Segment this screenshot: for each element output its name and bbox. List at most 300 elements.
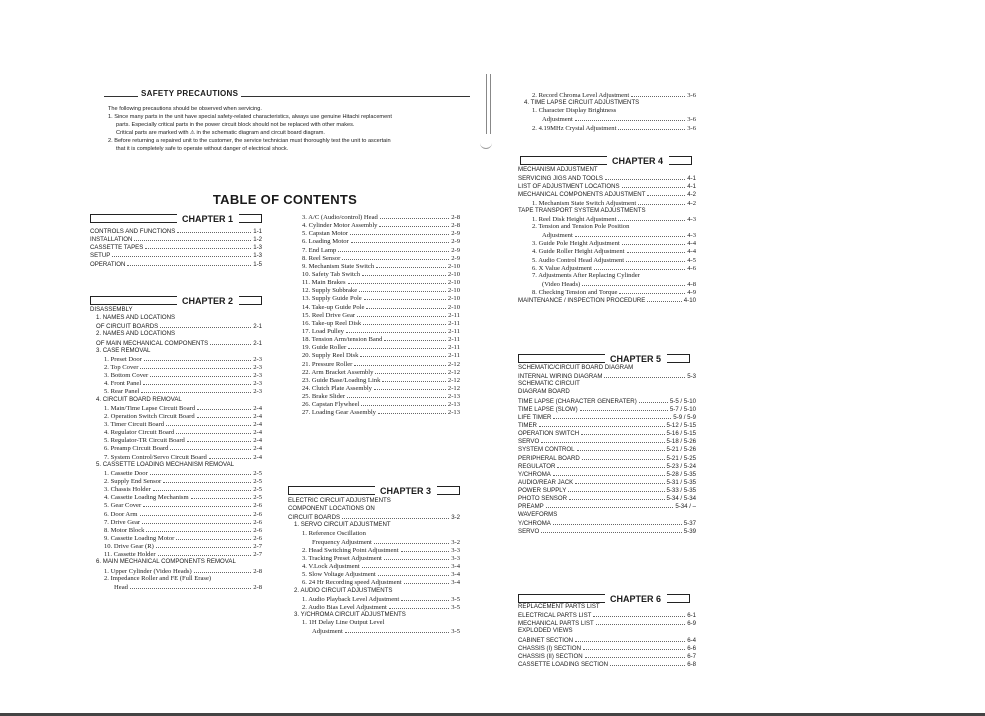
toc-entry-title: 4. Front Panel <box>104 380 142 388</box>
toc-entry <box>90 436 262 444</box>
chapter-bar <box>90 296 177 305</box>
toc-entry-page: 2-12 <box>447 368 460 376</box>
toc-entry <box>90 243 262 251</box>
toc-entry-title: 2. NAMES AND LOCATIONS <box>96 330 176 338</box>
toc-entry-page: 3-2 <box>451 514 460 522</box>
toc-entry-title: 19. Guide Roller <box>302 344 347 352</box>
dot-leader <box>143 379 251 385</box>
toc-entry <box>90 260 262 268</box>
dot-leader <box>363 319 446 325</box>
toc-entry-title: DIAGRAM BOARD <box>518 388 570 396</box>
toc-entry <box>288 570 460 578</box>
dot-leader <box>635 364 694 369</box>
toc-entry <box>288 351 460 359</box>
toc-entry-title: CHASSIS (I) SECTION <box>518 644 581 652</box>
toc-entry-page: 4-4 <box>687 248 696 256</box>
toc-entry-title: 5. Regulator-TR Circuit Board <box>104 437 185 445</box>
dot-leader <box>618 124 685 130</box>
dot-leader <box>135 306 260 311</box>
dot-leader <box>338 246 449 252</box>
dot-leader <box>350 229 449 235</box>
toc-entry-title: 7. System Control/Servo Circuit Board <box>104 453 207 461</box>
toc-entry <box>288 221 460 229</box>
toc-entry-title: SERVO <box>518 527 540 535</box>
toc-entry <box>90 575 262 583</box>
toc-entry <box>288 530 460 538</box>
toc-entry-title: 26. Capstan Flywheel <box>302 401 360 409</box>
toc-entry-title: 18. Tension Arm/tension Band <box>302 336 383 344</box>
toc-entry-title: 25. Brake Slider <box>302 393 346 401</box>
toc-entry-title: WAVEFORMS <box>518 510 558 518</box>
toc-entry-title: 4. Cassette Loading Mechanism <box>104 494 189 502</box>
toc-entry-title: PHOTO SENSOR <box>518 495 567 503</box>
dot-leader <box>375 368 445 374</box>
dot-leader <box>559 511 694 516</box>
toc-entry <box>518 388 696 396</box>
toc-entry-title: 10. Safety Tab Switch <box>302 270 361 278</box>
toc-entry <box>90 322 262 330</box>
toc-entry <box>90 379 262 387</box>
toc-entry <box>518 478 696 486</box>
dot-leader <box>141 387 251 393</box>
toc-entry <box>288 286 460 294</box>
toc-entry-page: 2-11 <box>448 319 460 327</box>
toc-entry <box>288 237 460 245</box>
safety-item-1-critical: Critical parts are marked with ⚠ in the schematic diagram and circuit board diagram. <box>116 130 325 136</box>
toc-chapter-3-entries-cont <box>518 91 696 132</box>
toc-entry-title: REPLACEMENT PARTS LIST <box>518 603 600 610</box>
toc-entry <box>90 501 262 509</box>
dot-leader <box>622 239 685 245</box>
toc-entry-title: 21. Pressure Roller <box>302 360 353 368</box>
dot-leader <box>401 546 450 552</box>
toc-entry-page: 2-10 <box>447 262 460 270</box>
dot-leader <box>622 182 686 188</box>
toc-entry-page: 3-4 <box>451 563 460 571</box>
toc-entry-page: 2-13 <box>447 409 460 417</box>
toc-entry-title: LIFE TIMER <box>518 413 552 421</box>
toc-entry-title: 7. Adjustments After Replacing Cylinder <box>532 271 640 279</box>
dot-leader <box>393 497 458 502</box>
safety-intro: The following precautions should be observed when servicing. <box>108 106 262 112</box>
toc-entry <box>90 420 262 428</box>
toc-entry <box>90 493 262 501</box>
toc-entry-page: 3-2 <box>451 538 460 546</box>
dot-leader <box>134 235 251 241</box>
safety-item-1-cont: parts. Especially critical parts in the power circuit block should not be replaced with other makes. <box>116 122 355 128</box>
dot-leader <box>575 636 685 642</box>
toc-entry-title: 20. Supply Reel Disk <box>302 352 359 360</box>
toc-entry <box>90 347 262 355</box>
toc-entry-title: TIME LAPSE (SLOW) <box>518 405 578 413</box>
toc-chapter-5-entries <box>518 364 696 535</box>
toc-entry-page: 2-12 <box>447 384 460 392</box>
toc-entry <box>288 254 460 262</box>
chapter-label: CHAPTER 3 <box>380 486 432 496</box>
dot-leader <box>177 227 251 233</box>
toc-entry-title: OPERATION <box>90 260 126 268</box>
toc-entry <box>518 247 696 255</box>
toc-entry-page: 4-2 <box>687 191 696 199</box>
toc-entry-title: 6. 24 Hr Recording speed Adjustment <box>302 579 402 587</box>
dot-leader <box>348 343 446 349</box>
toc-entry-page: 4-3 <box>687 232 696 240</box>
toc-entry-page: 2-3 <box>253 380 262 388</box>
toc-entry <box>288 505 460 513</box>
toc-entry-title: 5. Audio Control Head Adjustment <box>532 256 625 264</box>
toc-entry-title: SCHEMATIC CIRCUIT <box>518 380 580 388</box>
dot-leader <box>166 420 251 426</box>
toc-entry-title: Y/CHROMA <box>518 519 551 527</box>
dot-leader <box>176 428 251 434</box>
dot-leader <box>362 562 450 568</box>
toc-entry-title: 1. 1H Delay Line Output Level <box>302 619 385 627</box>
dot-leader <box>389 603 449 609</box>
toc-entry-page: 2-7 <box>253 543 262 551</box>
toc-entry <box>518 91 696 99</box>
dot-leader <box>541 527 682 533</box>
toc-entry <box>288 392 460 400</box>
dot-leader <box>127 260 251 266</box>
toc-entry <box>288 595 460 603</box>
dot-leader <box>357 311 446 317</box>
toc-entry-title: MECHANISM ADJUSTMENT <box>518 166 598 173</box>
toc-entry <box>90 558 262 566</box>
toc-entry-page: 2-8 <box>451 222 460 230</box>
dot-leader <box>404 578 450 584</box>
toc-entry <box>518 660 696 668</box>
toc-entry-title: 9. Mechanism State Switch <box>302 262 375 270</box>
toc-entry-page: 5-18 / 5-26 <box>666 438 696 446</box>
chapter-5-heading <box>518 348 690 364</box>
dot-leader <box>581 429 664 435</box>
dot-leader <box>130 583 251 589</box>
toc-entry-title: 5. Gear Cover <box>104 502 142 510</box>
dot-leader <box>361 400 446 406</box>
toc-entry-title: 3. Guide Pole Height Adjustment <box>532 240 620 248</box>
toc-entry-page: 2-6 <box>253 526 262 534</box>
toc-entry <box>518 502 696 510</box>
toc-entry-title: SYSTEM CONTROL <box>518 446 575 454</box>
toc-entry-title: SCHEMATIC/CIRCUIT BOARD DIAGRAM <box>518 364 634 371</box>
dot-leader <box>374 384 446 390</box>
dot-leader <box>604 372 685 378</box>
dot-leader <box>639 397 668 403</box>
toc-entry <box>518 437 696 445</box>
dot-leader <box>144 355 251 361</box>
toc-entry-page: 2-5 <box>253 469 262 477</box>
toc-entry-page: 3-6 <box>687 124 696 132</box>
chapter-2-heading <box>90 290 262 306</box>
toc-entry <box>288 319 460 327</box>
dot-leader <box>539 421 665 427</box>
chapter-bar <box>288 486 375 495</box>
toc-entry-page: 6-6 <box>687 644 696 652</box>
dot-leader <box>626 256 685 262</box>
toc-entry-title: PERIPHERAL BOARD <box>518 454 580 462</box>
toc-entry <box>288 603 460 611</box>
dot-leader <box>177 330 260 335</box>
toc-entry-title: REGULATOR <box>518 462 556 470</box>
toc-entry-page: 1-3 <box>253 252 262 260</box>
toc-entry <box>518 272 696 280</box>
toc-entry-title: 4. Cylinder Motor Assembly <box>302 222 378 230</box>
toc-entry-page: 2-4 <box>253 420 262 428</box>
toc-entry-page: 5-16 / 5-15 <box>666 430 696 438</box>
toc-entry <box>518 231 696 239</box>
toc-entry-page: 2-12 <box>447 360 460 368</box>
toc-entry <box>288 376 460 384</box>
toc-entry-title: 6. Loading Motor <box>302 238 349 246</box>
toc-entry-title: 3. Bottom Cover <box>104 372 149 380</box>
toc-entry-title: 2. Audio Bias Level Adjustment <box>302 603 387 611</box>
toc-entry-page: 2-6 <box>253 502 262 510</box>
dot-leader <box>112 251 251 257</box>
toc-entry-page: 5-3 <box>687 373 696 381</box>
dot-leader <box>580 405 668 411</box>
toc-entry <box>518 652 696 660</box>
dot-leader <box>647 190 685 196</box>
toc-entry <box>90 355 262 363</box>
dot-leader <box>386 619 458 624</box>
toc-entry-title: 23. Guide Base/Loading Link <box>302 376 381 384</box>
toc-entry-page: 2-6 <box>253 518 262 526</box>
toc-entry-title: AUDIO/REAR JACK <box>518 478 574 486</box>
dot-leader <box>348 278 446 284</box>
toc-entry-title: 5. CASSETTE LOADING MECHANISM REMOVAL <box>96 460 235 468</box>
toc-entry-title: POWER SUPPLY <box>518 487 567 495</box>
toc-entry <box>288 229 460 237</box>
toc-entry-title: 4. CIRCUIT BOARD REMOVAL <box>96 395 182 403</box>
toc-entry-title: DISASSEMBLY <box>90 306 133 313</box>
toc-entry <box>90 330 262 338</box>
toc-entry-page: 2-13 <box>447 401 460 409</box>
toc-entry-title: 2. Top Cover <box>104 363 139 371</box>
toc-entry-title: 3. Tracking Preset Adjustment <box>302 554 382 562</box>
toc-entry-page: 5-23 / 5-24 <box>666 462 696 470</box>
toc-entry-title: SERVO <box>518 438 540 446</box>
toc-entry-title: ELECTRIC CIRCUIT ADJUSTMENTS <box>288 497 391 504</box>
toc-entry <box>518 627 696 635</box>
dot-leader <box>408 611 458 616</box>
dot-leader <box>593 611 685 617</box>
safety-title: SAFETY PRECAUTIONS <box>138 90 241 98</box>
toc-entry <box>518 486 696 494</box>
toc-entry-title: 2. Head Switching Point Adjustment <box>302 546 399 554</box>
toc-entry-title: 5. Capstan Motor <box>302 230 348 238</box>
dot-leader <box>647 296 681 302</box>
chapter-label: CHAPTER 6 <box>610 594 662 604</box>
toc-entry <box>518 445 696 453</box>
toc-entry-page: 3-5 <box>451 603 460 611</box>
toc-entry-title: LIST OF ADJUSTMENT LOCATIONS <box>518 183 620 191</box>
dot-leader <box>582 280 685 286</box>
toc-entry <box>518 413 696 421</box>
toc-entry <box>518 636 696 644</box>
toc-entry-page: 1-2 <box>253 236 262 244</box>
toc-entry <box>518 511 696 519</box>
toc-entry-title: Adjustment <box>542 116 573 124</box>
toc-entry <box>288 619 460 627</box>
toc-entry-page: 4-5 <box>687 256 696 264</box>
toc-entry <box>288 408 460 416</box>
dot-leader <box>140 510 252 516</box>
toc-entry-page: 2-3 <box>253 388 262 396</box>
toc-entry <box>288 611 460 619</box>
toc-entry-page: 2-11 <box>448 352 460 360</box>
toc-entry-page: 2-1 <box>253 323 262 331</box>
toc-entry <box>518 239 696 247</box>
dot-leader <box>583 644 685 650</box>
dot-leader <box>346 327 446 333</box>
toc-entry-page: 2-8 <box>253 567 262 575</box>
toc-entry <box>518 454 696 462</box>
toc-entry-page: 2-3 <box>253 355 262 363</box>
toc-entry-page: 6-1 <box>687 612 696 620</box>
toc-entry-title: CONTROLS AND FUNCTIONS <box>90 228 176 235</box>
toc-entry-title: 1. Upper Cylinder (Video Heads) <box>104 567 192 575</box>
toc-entry-page: 2-9 <box>451 230 460 238</box>
toc-entry <box>518 264 696 272</box>
toc-entry-page: 5-21 / 5-26 <box>666 446 696 454</box>
toc-entry-title: 12. Supply Subbrake <box>302 287 358 295</box>
toc-entry <box>518 280 696 288</box>
toc-entry <box>518 519 696 527</box>
toc-entry-title: 3. Timer Circuit Board <box>104 420 165 428</box>
toc-entry <box>90 363 262 371</box>
toc-entry <box>90 404 262 412</box>
dot-leader <box>351 237 450 243</box>
dot-leader <box>187 436 251 442</box>
toc-entry <box>288 554 460 562</box>
toc-entry <box>518 421 696 429</box>
toc-entry-page: 2-11 <box>448 344 460 352</box>
dot-leader <box>362 270 446 276</box>
dot-leader <box>209 453 251 459</box>
dot-leader <box>342 513 449 519</box>
toc-entry <box>518 429 696 437</box>
safety-box <box>104 102 470 176</box>
toc-entry-title: 1. Character Display Brightness <box>532 107 617 115</box>
chapter-1-heading <box>90 208 262 224</box>
toc-entry-title: 11. Main Brakes <box>302 279 346 287</box>
toc-entry-title: 24. Clutch Plate Assembly <box>302 384 372 392</box>
toc-entry-title: 2. 4.19MHz Crystal Adjustment <box>532 124 617 132</box>
dot-leader <box>553 470 665 476</box>
toc-entry <box>518 644 696 652</box>
toc-entry-title: 6. Door Arm <box>104 510 138 518</box>
dot-leader <box>619 288 685 294</box>
toc-entry-page: 4-8 <box>687 280 696 288</box>
dot-leader <box>569 494 665 500</box>
dot-leader <box>177 314 260 319</box>
toc-entry-page: 2-5 <box>253 494 262 502</box>
toc-entry-title: 1. NAMES AND LOCATIONS <box>96 314 176 322</box>
dot-leader <box>366 303 445 309</box>
toc-entry-title: 1. Cassette Door <box>104 469 148 477</box>
toc-entry-page: 2-3 <box>253 363 262 371</box>
toc-entry <box>90 477 262 485</box>
toc-entry <box>518 372 696 380</box>
dot-leader <box>213 575 260 580</box>
toc-entry-title: 4. Guide Roller Height Adjustment <box>532 248 625 256</box>
toc-entry-title: 1. Audio Playback Level Adjustment <box>302 595 400 603</box>
toc-entry-title: 4. TIME LAPSE CIRCUIT ADJUSTMENTS <box>524 99 640 107</box>
dot-leader <box>596 619 685 625</box>
toc-entry <box>288 400 460 408</box>
fold-mark <box>480 138 492 149</box>
toc-entry-page: 5-7 / 5-10 <box>669 405 696 413</box>
dot-leader <box>153 485 251 491</box>
toc-entry <box>288 384 460 392</box>
toc-chapter-6-entries <box>518 603 696 668</box>
dot-leader <box>152 347 260 352</box>
toc-entry <box>288 327 460 335</box>
toc-entry-title: CABINET SECTION <box>518 636 574 644</box>
toc-entry-page: 5-21 / 5-25 <box>666 454 696 462</box>
dot-leader <box>627 247 686 253</box>
toc-entry <box>90 453 262 461</box>
toc-entry-title: Head <box>114 583 128 591</box>
toc-entry-page: 2-10 <box>447 279 460 287</box>
toc-entry-title: 22. Arm Bracket Assembly <box>302 368 374 376</box>
dot-leader <box>642 272 694 277</box>
toc-entry-page: 3-6 <box>687 116 696 124</box>
page-binding <box>486 74 491 134</box>
toc-entry-title: 8. Reel Sensor <box>302 254 341 262</box>
toc-entry-title: SERVICING JIGS AND TOOLS <box>518 175 603 183</box>
toc-entry-title: MAINTENANCE / INSPECTION PROCEDURE <box>518 297 646 305</box>
toc-entry-page: 3-4 <box>451 571 460 579</box>
toc-entry-page: 2-6 <box>253 510 262 518</box>
dot-leader <box>557 462 664 468</box>
toc-entry <box>288 360 460 368</box>
toc-entry <box>288 294 460 302</box>
toc-entry <box>518 174 696 182</box>
dot-leader <box>641 99 694 104</box>
toc-entry-title: 3. CASE REMOVAL <box>96 346 151 354</box>
chapter-bar <box>667 594 690 603</box>
toc-entry-title: MECHANICAL COMPONENTS ADJUSTMENT <box>518 191 646 199</box>
chapter-bar <box>669 156 692 165</box>
toc-entry-title: 14. Take-up Guide Pole <box>302 303 365 311</box>
toc-entry-title: OF CIRCUIT BOARDS <box>96 323 159 331</box>
toc-entry-title: 2. Supply End Sensor <box>104 477 162 485</box>
dot-leader <box>364 294 446 300</box>
toc-entry-title: 7. Drive Gear <box>104 518 141 526</box>
toc-entry <box>518 397 696 405</box>
toc-entry-title: 7. End Lamp <box>302 246 337 254</box>
toc-entry <box>90 396 262 404</box>
dot-leader <box>394 587 458 592</box>
toc-entry-title: 9. Cassette Loading Motor <box>104 534 175 542</box>
toc-entry-title: 4. Regulator Circuit Board <box>104 429 175 437</box>
toc-entry-title: EXPLODED VIEWS <box>518 627 573 635</box>
dot-leader <box>191 493 252 499</box>
toc-entry-title: Adjustment <box>542 232 573 240</box>
toc-entry <box>288 213 460 221</box>
toc-entry-page: 4-6 <box>687 264 696 272</box>
dot-leader <box>194 567 252 573</box>
toc-entry-title: 27. Loading Gear Assembly <box>302 409 376 417</box>
toc-entry <box>90 387 262 395</box>
toc-entry <box>518 462 696 470</box>
toc-entry-title: CASSETTE TAPES <box>90 244 144 252</box>
toc-chapter-2-entries-cont <box>288 213 460 417</box>
toc-entry-page: 2-6 <box>253 534 262 542</box>
toc-entry-title: 17. Load Pulley <box>302 327 344 335</box>
toc-entry-page: 4-1 <box>687 175 696 183</box>
